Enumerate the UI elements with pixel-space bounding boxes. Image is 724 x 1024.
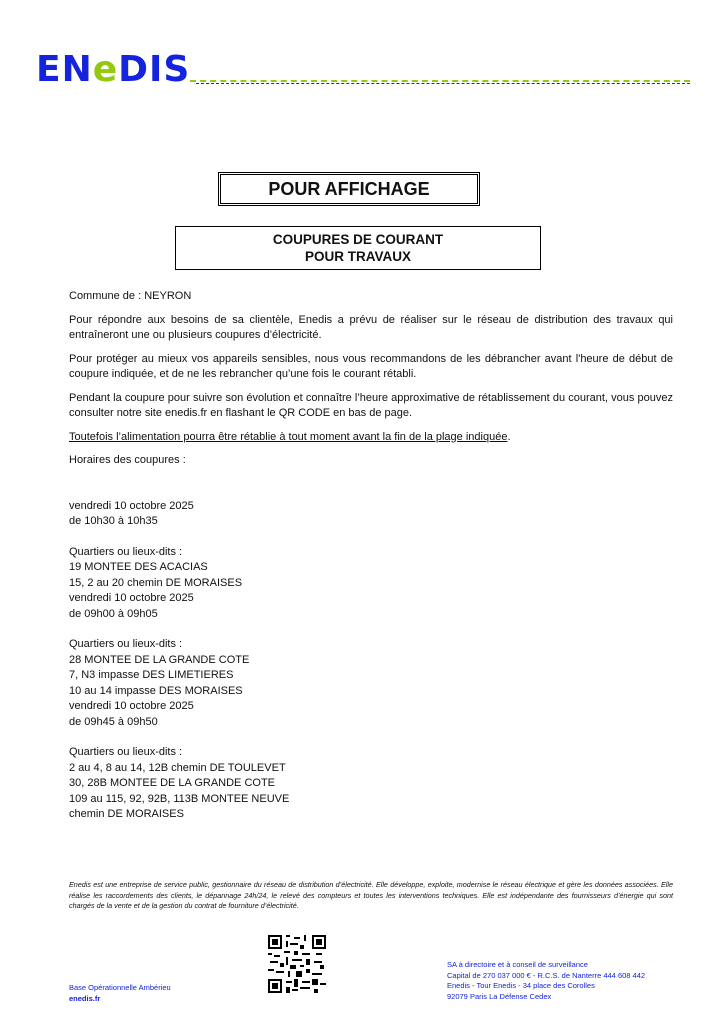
schedule-line: 10 au 14 impasse DES MORAISES xyxy=(69,684,243,697)
schedule-block-4 xyxy=(69,745,673,823)
enedis-logo: ENeDIS xyxy=(36,49,191,90)
schedule-line: Quartiers ou lieux-dits : xyxy=(69,638,183,650)
schedule-line: de 09h45 à 09h50 xyxy=(69,715,158,728)
schedule-line: vendredi 10 octobre 2025 xyxy=(69,499,194,512)
title-box xyxy=(218,172,480,206)
schedule-block-1 xyxy=(69,499,673,530)
schedule-line: 7, N3 impasse DES LIMETIERES xyxy=(69,669,234,681)
legal-footer-text: Enedis est une entreprise de service public, gestionnaire du réseau de distribution d’électricité. Elle développe, exploite, modernise le réseau électrique et gère les données associées. Elle réalise les raccordements des clients, le dépannage 24h/24, le relevé des compteurs et toutes les interventions techniques. Elle est indépendante des fournisseurs d’énergie qui sont chargés de la vente et de la gestion du contrat de fourniture d’électricité. xyxy=(69,880,673,910)
schedule-line: 109 au 115, 92, 92B, 113B MONTEE NEUVE xyxy=(69,792,290,805)
schedule-line: vendredi 10 octobre 2025 xyxy=(69,592,194,604)
schedule-line: de 10h30 à 10h35 xyxy=(69,515,158,527)
schedule-line: chemin DE MORAISES xyxy=(69,808,184,820)
notice-body xyxy=(69,289,673,838)
schedule-line: vendredi 10 octobre 2025 xyxy=(69,700,194,712)
header-divider-green xyxy=(190,80,690,82)
subtitle-box xyxy=(175,226,541,270)
subtitle-line-2: POUR TRAVAUX xyxy=(304,249,411,264)
schedule-line: 2 au 4, 8 au 14, 12B chemin DE TOULEVET xyxy=(69,761,286,774)
company-info-line: Capital de 270 037 000 € - R.C.S. de Nanterre 444 608 442 xyxy=(447,970,646,980)
schedule-block-2 xyxy=(69,545,673,623)
schedule-block-3 xyxy=(69,637,673,730)
schedule-list xyxy=(69,499,673,823)
company-info-line: 92079 Paris La Défense Cedex xyxy=(447,991,552,1001)
schedule-line: 28 MONTEE DE LA GRANDE COTE xyxy=(69,653,250,666)
underlined-notice: Toutefois l’alimentation pourra être rétablie à tout moment avant la fin de la plage indiquée xyxy=(69,430,508,443)
company-info-line: Enedis - Tour Enedis - 34 place des Corolles xyxy=(447,981,595,990)
paragraph-1: Pour répondre aux besoins de sa clientèle, Enedis a prévu de réaliser sur le réseau de distribution des travaux qui entraîneront une ou plusieurs coupures d’électricité. xyxy=(69,313,673,341)
base-operationnelle: Base Opérationnelle Ambérieu xyxy=(69,983,171,992)
schedule-line: Quartiers ou lieux-dits : xyxy=(69,545,183,558)
paragraph-3: Pendant la coupure pour suivre son évolution et connaître l’heure approximative de rétablissement du courant, vous pouvez consulter notre site enedis.fr en flashant le QR CODE en bas de page. xyxy=(69,391,673,419)
horaires-label: Horaires des coupures : xyxy=(69,454,186,466)
website-link[interactable]: enedis.fr xyxy=(69,994,101,1003)
header-divider-blue xyxy=(196,83,690,84)
company-info-line: SA à directoire et à conseil de surveillance xyxy=(447,960,588,969)
schedule-line: 30, 28B MONTEE DE LA GRANDE COTE xyxy=(69,777,276,789)
qr-code-icon[interactable] xyxy=(268,935,326,993)
company-info xyxy=(447,960,645,1002)
paragraph-2: Pour protéger au mieux vos appareils sensibles, nous vous recommandons de les débrancher avant l'heure de début de coupure indiquée, et de ne les rebrancher qu’une fois le courant rétabli. xyxy=(69,352,673,380)
schedule-line: Quartiers ou lieux-dits : xyxy=(69,746,183,758)
subtitle-line-1: COUPURES DE COURANT xyxy=(272,232,444,247)
schedule-line: de 09h00 à 09h05 xyxy=(69,607,158,620)
left-footer xyxy=(69,982,171,1004)
notice-line: Toutefois l’alimentation pourra être rétablie à tout moment avant la fin de la plage indiquée. xyxy=(69,430,511,443)
schedule-line: 19 MONTEE DES ACACIAS xyxy=(69,561,208,573)
schedule-line: 15, 2 au 20 chemin DE MORAISES xyxy=(69,576,243,589)
page-title: POUR AFFICHAGE xyxy=(268,178,430,199)
commune-label: Commune de : NEYRON xyxy=(69,290,192,302)
